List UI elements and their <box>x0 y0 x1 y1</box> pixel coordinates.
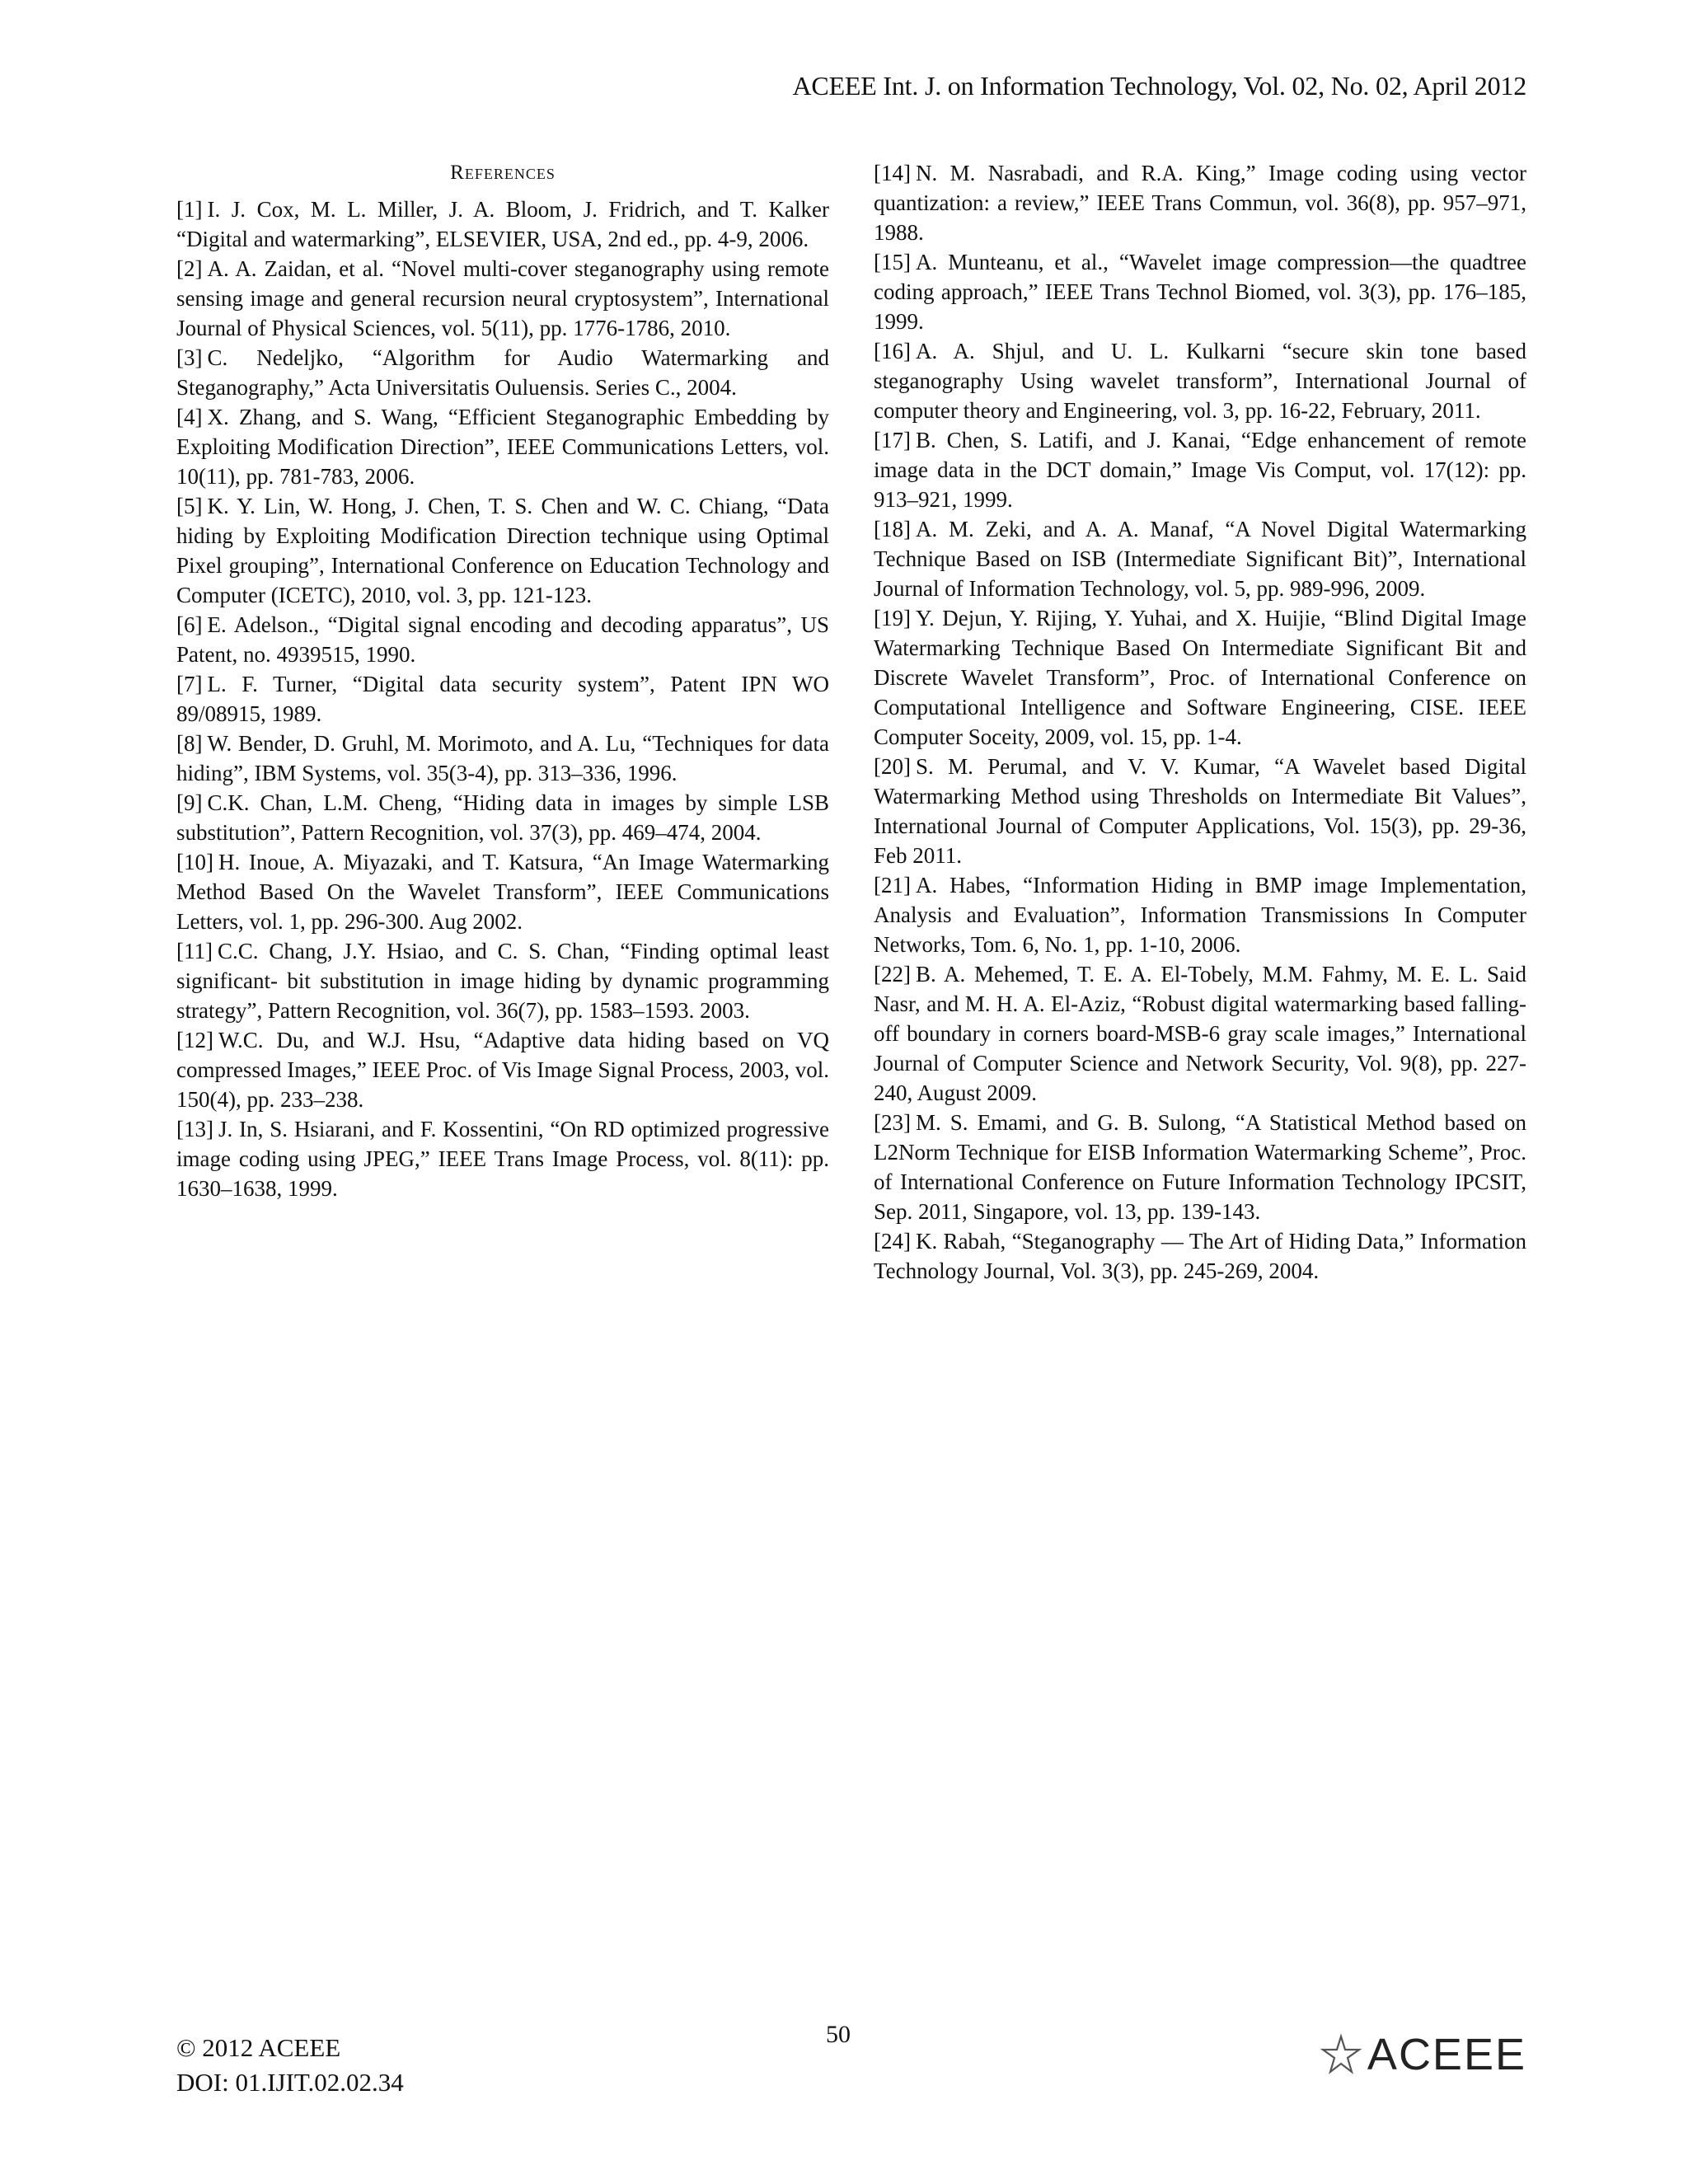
reference-number: [22] <box>874 962 911 987</box>
reference-number: [2] <box>176 256 203 281</box>
reference-number: [16] <box>874 339 911 363</box>
reference-text: H. Inoue, A. Miyazaki, and T. Katsura, “An Image Watermarking Method Based On the Wavelet Transform”, IEEE Communications Letters, vol. 1, pp. 296-300. Aug 2002. <box>176 850 829 934</box>
reference-text: L. F. Turner, “Digital data security system”, Patent IPN WO 89/08915, 1989. <box>176 672 829 726</box>
reference-text: W. Bender, D. Gruhl, M. Morimoto, and A. Lu, “Techniques for data hiding”, IBM Systems, vol. 35(3-4), pp. 313–336, 1996. <box>176 731 829 785</box>
reference-number: [17] <box>874 428 911 452</box>
reference-number: [6] <box>176 612 203 637</box>
references-column-right <box>874 158 1526 1286</box>
reference-list-left <box>176 194 829 1203</box>
reference-item <box>874 959 1526 1108</box>
reference-text: C.C. Chang, J.Y. Hsiao, and C. S. Chan, “Finding optimal least significant- bit substitution in image hiding by dynamic programming strategy”, Pattern Recognition, vol. 36(7), pp. 1583–1593. 2003. <box>176 939 829 1023</box>
reference-text: A. A. Zaidan, et al. “Novel multi-cover steganography using remote sensing image and general recursion neural cryptosystem”, International Journal of Physical Sciences, vol. 5(11), pp. 1776-1786, 2010. <box>176 256 829 340</box>
reference-item <box>176 194 829 254</box>
reference-item <box>176 343 829 402</box>
reference-text: B. A. Mehemed, T. E. A. El-Tobely, M.M. Fahmy, M. E. L. Said Nasr, and M. H. A. El-Aziz, “Robust digital watermarking based falling-off boundary in corners board-MSB-6 gray scale images,” International Journal of Computer Science and Network Security, Vol. 9(8), pp. 227-240, August 2009. <box>874 962 1526 1105</box>
reference-text: B. Chen, S. Latifi, and J. Kanai, “Edge enhancement of remote image data in the DCT domain,” Image Vis Comput, vol. 17(12): pp. 913–921, 1999. <box>874 428 1526 512</box>
reference-number: [20] <box>874 754 911 779</box>
reference-item <box>176 847 829 936</box>
reference-text: K. Rabah, “Steganography — The Art of Hiding Data,” Information Technology Journal, Vol. 3(3), pp. 245-269, 2004. <box>874 1229 1526 1283</box>
reference-item <box>176 1114 829 1203</box>
reference-text: N. M. Nasrabadi, and R.A. King,” Image coding using vector quantization: a review,” IEEE Trans Commun, vol. 36(8), pp. 957–971, 1988. <box>874 161 1526 245</box>
reference-text: I. J. Cox, M. L. Miller, J. A. Bloom, J. Fridrich, and T. Kalker “Digital and watermarking”, ELSEVIER, USA, 2nd ed., pp. 4-9, 2006. <box>176 197 829 251</box>
reference-number: [11] <box>176 939 213 963</box>
reference-number: [18] <box>874 517 911 541</box>
reference-item <box>874 247 1526 336</box>
reference-item <box>874 336 1526 425</box>
reference-number: [5] <box>176 494 203 518</box>
reference-item <box>176 610 829 669</box>
reference-item <box>176 1025 829 1114</box>
reference-number: [14] <box>874 161 911 185</box>
reference-item <box>176 729 829 788</box>
reference-text: A. A. Shjul, and U. L. Kulkarni “secure skin tone based steganography Using wavelet transform”, International Journal of computer theory and Engineering, vol. 3, pp. 16-22, February, 2011. <box>874 339 1526 423</box>
logo-text: ACEEE <box>1367 2030 1526 2079</box>
reference-text: M. S. Emami, and G. B. Sulong, “A Statistical Method based on L2Norm Technique for EISB Information Watermarking Scheme”, Proc. of International Conference on Future Information Technology IPCSIT, Sep. 2011, Singapore, vol. 13, pp. 139-143. <box>874 1110 1526 1224</box>
reference-number: [23] <box>874 1110 911 1135</box>
references-title: References <box>450 162 556 184</box>
reference-item <box>176 936 829 1025</box>
reference-item <box>874 425 1526 514</box>
reference-number: [15] <box>874 250 911 274</box>
reference-list-right <box>874 158 1526 1286</box>
reference-text: A. Munteanu, et al., “Wavelet image compression—the quadtree coding approach,” IEEE Trans Technol Biomed, vol. 3(3), pp. 176–185, 1999. <box>874 250 1526 334</box>
page-number: 50 <box>826 2021 851 2048</box>
reference-text: J. In, S. Hsiarani, and F. Kossentini, “On RD optimized progressive image coding using JPEG,” IEEE Trans Image Process, vol. 8(11): pp. 1630–1638, 1999. <box>176 1117 829 1201</box>
reference-number: [10] <box>176 850 213 874</box>
reference-item <box>176 254 829 343</box>
reference-number: [9] <box>176 790 203 815</box>
reference-number: [1] <box>176 197 203 222</box>
reference-text: W.C. Du, and W.J. Hsu, “Adaptive data hiding based on VQ compressed Images,” IEEE Proc. of Vis Image Signal Process, 2003, vol. 150(4), pp. 233–238. <box>176 1028 829 1112</box>
reference-item <box>874 514 1526 603</box>
reference-number: [19] <box>874 606 911 630</box>
aceee-logo <box>1320 2029 1526 2080</box>
reference-item <box>176 669 829 729</box>
reference-text: S. M. Perumal, and V. V. Kumar, “A Wavelet based Digital Watermarking Method using Thresholds on Intermediate Bit Values”, International Journal of Computer Applications, Vol. 15(3), pp. 29-36, Feb 2011. <box>874 754 1526 868</box>
reference-item <box>874 1226 1526 1286</box>
reference-text: C.K. Chan, L.M. Cheng, “Hiding data in images by simple LSB substitution”, Pattern Recognition, vol. 37(3), pp. 469–474, 2004. <box>176 790 829 845</box>
reference-text: C. Nedeljko, “Algorithm for Audio Watermarking and Steganography,” Acta Universitatis Ouluensis. Series C., 2004. <box>176 345 829 400</box>
reference-text: E. Adelson., “Digital signal encoding and decoding apparatus”, US Patent, no. 4939515, 1990. <box>176 612 829 667</box>
reference-item <box>874 752 1526 870</box>
reference-item <box>874 603 1526 752</box>
star-logo-icon <box>1320 2033 1362 2076</box>
copyright: © 2012 ACEEE <box>176 2033 341 2062</box>
reference-number: [21] <box>874 873 911 898</box>
reference-number: [13] <box>176 1117 213 1141</box>
reference-text: Y. Dejun, Y. Rijing, Y. Yuhai, and X. Huijie, “Blind Digital Image Watermarking Technique Based On Intermediate Significant Bit and Discrete Wavelet Transform”, Proc. of International Conference on Computational Intelligence and Software Engineering, CISE. IEEE Computer Soceity, 2009, vol. 15, pp. 1-4. <box>874 606 1526 749</box>
references-column-left <box>176 158 829 1203</box>
reference-number: [8] <box>176 731 203 756</box>
reference-number: [4] <box>176 405 203 429</box>
reference-text: A. M. Zeki, and A. A. Manaf, “A Novel Digital Watermarking Technique Based on ISB (Intermediate Significant Bit)”, International Journal of Information Technology, vol. 5, pp. 989-996, 2009. <box>874 517 1526 601</box>
reference-item <box>176 788 829 847</box>
footer-info <box>176 2031 404 2100</box>
reference-item <box>874 158 1526 247</box>
reference-item <box>176 491 829 610</box>
reference-number: [7] <box>176 672 203 696</box>
reference-number: [24] <box>874 1229 911 1254</box>
reference-item <box>874 870 1526 959</box>
reference-item <box>176 402 829 491</box>
reference-text: K. Y. Lin, W. Hong, J. Chen, T. S. Chen and W. C. Chiang, “Data hiding by Exploiting Modification Direction technique using Optimal Pixel grouping”, International Conference on Education Technology and Computer (ICETC), 2010, vol. 3, pp. 121-123. <box>176 494 829 607</box>
reference-number: [12] <box>176 1028 213 1052</box>
running-head: ACEEE Int. J. on Information Technology, Vol. 02, No. 02, April 2012 <box>792 71 1526 101</box>
reference-text: X. Zhang, and S. Wang, “Efficient Steganographic Embedding by Exploiting Modification Direction”, IEEE Communications Letters, vol. 10(11), pp. 781-783, 2006. <box>176 405 829 489</box>
reference-item <box>874 1108 1526 1226</box>
doi: DOI: 01.IJIT.02.02.34 <box>176 2068 404 2097</box>
reference-number: [3] <box>176 345 203 370</box>
reference-text: A. Habes, “Information Hiding in BMP image Implementation, Analysis and Evaluation”, Information Transmissions In Computer Networks, Tom. 6, No. 1, pp. 1-10, 2006. <box>874 873 1526 957</box>
